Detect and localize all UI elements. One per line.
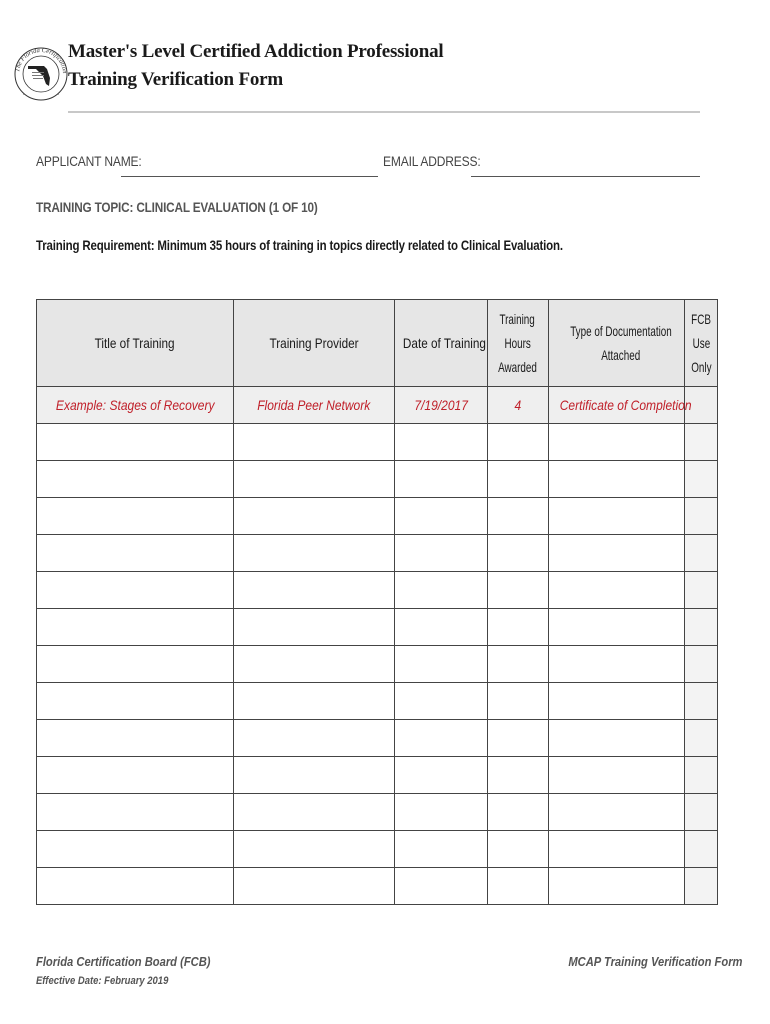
entry-provider-cell[interactable]: [234, 424, 395, 461]
footer-form-name: MCAP Training Verification Form: [567, 954, 742, 969]
entry-fcb-use-cell: [685, 424, 718, 461]
entry-documentation-cell[interactable]: [549, 794, 685, 831]
example-documentation: Certificate of Completion: [549, 387, 685, 424]
table-row: [37, 757, 718, 794]
entry-provider-cell[interactable]: [234, 609, 395, 646]
entry-title-cell[interactable]: [37, 609, 234, 646]
table-row: [37, 683, 718, 720]
entry-fcb-use-cell: [685, 646, 718, 683]
table-row: [37, 794, 718, 831]
entry-hours-cell[interactable]: [488, 498, 549, 535]
applicant-name-label: APPLICANT NAME:: [36, 153, 142, 169]
table-row: [37, 868, 718, 905]
entry-documentation-cell[interactable]: [549, 609, 685, 646]
entry-date-cell[interactable]: [395, 683, 488, 720]
entry-provider-cell[interactable]: [234, 757, 395, 794]
svg-text:The Florida Certification Boar: The Florida Certification: [14, 46, 69, 74]
entry-hours-cell[interactable]: [488, 757, 549, 794]
entry-provider-cell[interactable]: [234, 646, 395, 683]
header-title-of-training: Title of Training: [37, 300, 234, 387]
entry-provider-cell[interactable]: [234, 461, 395, 498]
footer-effective-date: Effective Date: February 2019: [36, 975, 169, 987]
entry-provider-cell[interactable]: [234, 794, 395, 831]
entry-title-cell[interactable]: [37, 683, 234, 720]
email-address-field[interactable]: [471, 176, 700, 177]
entry-documentation-cell[interactable]: [549, 683, 685, 720]
entry-fcb-use-cell: [685, 757, 718, 794]
entry-fcb-use-cell: [685, 572, 718, 609]
entry-title-cell[interactable]: [37, 868, 234, 905]
example-row: [37, 387, 718, 424]
entry-date-cell[interactable]: [395, 609, 488, 646]
table-row: [37, 720, 718, 757]
entry-title-cell[interactable]: [37, 498, 234, 535]
title-divider: [68, 111, 700, 113]
entry-date-cell[interactable]: [395, 720, 488, 757]
entry-fcb-use-cell: [685, 609, 718, 646]
entry-provider-cell[interactable]: [234, 683, 395, 720]
entry-title-cell[interactable]: [37, 535, 234, 572]
entry-hours-cell[interactable]: [488, 683, 549, 720]
entry-date-cell[interactable]: [395, 424, 488, 461]
entry-documentation-cell[interactable]: [549, 757, 685, 794]
entry-documentation-cell[interactable]: [549, 498, 685, 535]
entry-date-cell[interactable]: [395, 794, 488, 831]
entry-hours-cell[interactable]: [488, 461, 549, 498]
entry-date-cell[interactable]: [395, 868, 488, 905]
training-topic: TRAINING TOPIC: CLINICAL EVALUATION (1 OF 10): [36, 199, 318, 215]
entry-date-cell[interactable]: [395, 757, 488, 794]
entry-provider-cell[interactable]: [234, 572, 395, 609]
entry-documentation-cell[interactable]: [549, 572, 685, 609]
header-training-provider: Training Provider: [234, 300, 395, 387]
entry-fcb-use-cell: [685, 720, 718, 757]
table-row: [37, 609, 718, 646]
entry-documentation-cell[interactable]: [549, 424, 685, 461]
entry-documentation-cell[interactable]: [549, 868, 685, 905]
entry-documentation-cell[interactable]: [549, 646, 685, 683]
entry-title-cell[interactable]: [37, 831, 234, 868]
entry-documentation-cell[interactable]: [549, 831, 685, 868]
table-header-row: [37, 300, 718, 387]
example-provider: Florida Peer Network: [234, 387, 395, 424]
entry-hours-cell[interactable]: [488, 794, 549, 831]
entry-date-cell[interactable]: [395, 572, 488, 609]
entry-fcb-use-cell: [685, 831, 718, 868]
page-title: [68, 38, 443, 94]
entry-provider-cell[interactable]: [234, 868, 395, 905]
entry-provider-cell[interactable]: [234, 831, 395, 868]
entry-provider-cell[interactable]: [234, 535, 395, 572]
entry-hours-cell[interactable]: [488, 868, 549, 905]
header-type-of-documentation: Type of Documentation Attached: [549, 300, 685, 387]
table-row: [37, 424, 718, 461]
entry-date-cell[interactable]: [395, 498, 488, 535]
example-title: Example: Stages of Recovery: [37, 387, 234, 424]
example-date: 7/19/2017: [395, 387, 488, 424]
entry-documentation-cell[interactable]: [549, 535, 685, 572]
entry-title-cell[interactable]: [37, 757, 234, 794]
entry-hours-cell[interactable]: [488, 609, 549, 646]
table-row: [37, 535, 718, 572]
entry-hours-cell[interactable]: [488, 831, 549, 868]
example-hours: 4: [488, 387, 549, 424]
entry-title-cell[interactable]: [37, 424, 234, 461]
entry-title-cell[interactable]: [37, 720, 234, 757]
table-row: [37, 498, 718, 535]
header-fcb-use-only: FCB Use Only: [685, 300, 718, 387]
entry-fcb-use-cell: [685, 498, 718, 535]
header-date-of-training: Date of Training: [395, 300, 488, 387]
title-line-2: Training Verification Form: [68, 69, 284, 90]
entry-documentation-cell[interactable]: [549, 720, 685, 757]
table-row: [37, 461, 718, 498]
entry-title-cell[interactable]: [37, 572, 234, 609]
training-table: [36, 299, 718, 905]
training-requirement: Training Requirement: Minimum 35 hours of training in topics directly related to Clinical Evaluation.: [36, 237, 563, 253]
entry-fcb-use-cell: [685, 794, 718, 831]
table-row: [37, 831, 718, 868]
entry-provider-cell[interactable]: [234, 720, 395, 757]
title-line-1: Master's Level Certified Addiction Professional: [68, 41, 444, 62]
email-address-label: EMAIL ADDRESS:: [383, 153, 481, 169]
footer-organization: Florida Certification Board (FCB): [36, 954, 211, 969]
entry-hours-cell[interactable]: [488, 572, 549, 609]
entry-date-cell[interactable]: [395, 831, 488, 868]
entry-fcb-use-cell: [685, 683, 718, 720]
entry-hours-cell[interactable]: [488, 535, 549, 572]
table-row: [37, 572, 718, 609]
entry-hours-cell[interactable]: [488, 720, 549, 757]
entry-documentation-cell[interactable]: [549, 461, 685, 498]
entry-fcb-use-cell: [685, 461, 718, 498]
entry-date-cell[interactable]: [395, 646, 488, 683]
florida-certification-board-seal: [14, 36, 70, 116]
header-training-hours-awarded: Training Hours Awarded: [488, 300, 549, 387]
entry-provider-cell[interactable]: [234, 498, 395, 535]
entry-date-cell[interactable]: [395, 461, 488, 498]
entry-title-cell[interactable]: [37, 794, 234, 831]
entry-fcb-use-cell: [685, 868, 718, 905]
entry-hours-cell[interactable]: [488, 424, 549, 461]
entry-fcb-use-cell: [685, 535, 718, 572]
entry-hours-cell[interactable]: [488, 646, 549, 683]
entry-title-cell[interactable]: [37, 646, 234, 683]
entry-date-cell[interactable]: [395, 535, 488, 572]
applicant-name-field[interactable]: [121, 176, 378, 177]
entry-title-cell[interactable]: [37, 461, 234, 498]
table-row: [37, 646, 718, 683]
